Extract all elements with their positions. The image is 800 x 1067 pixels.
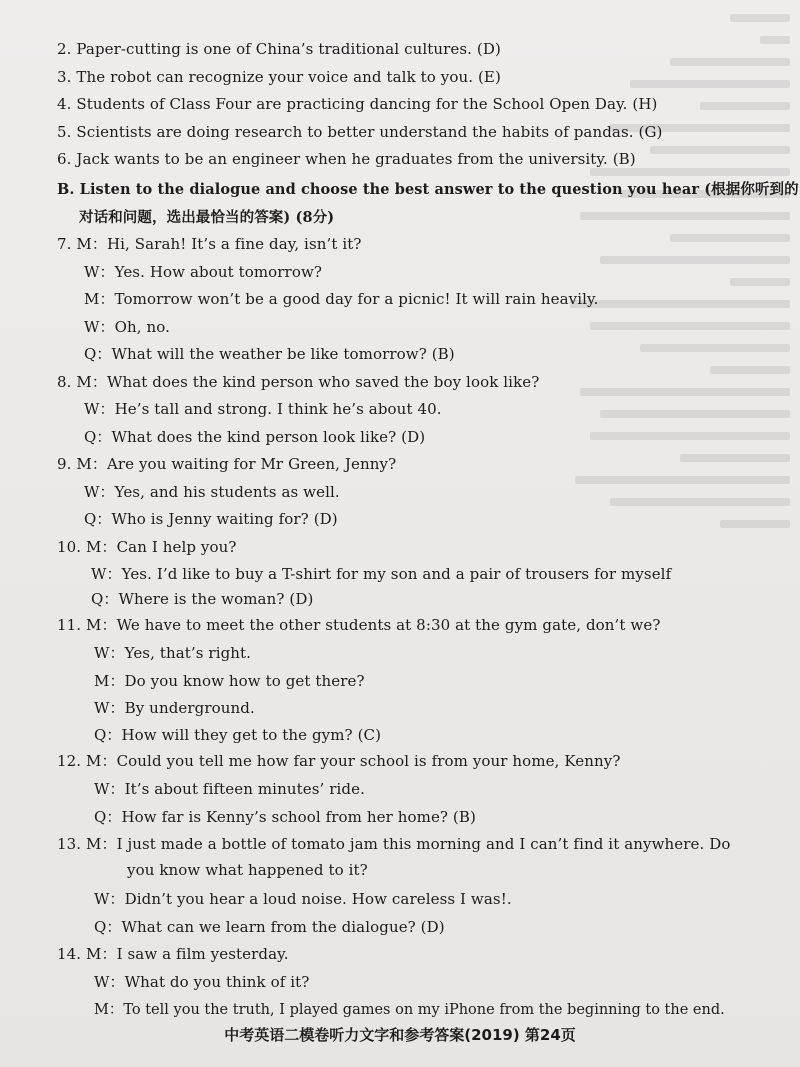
- dialogue-10-q: Q：Where is the woman? (D): [91, 590, 314, 608]
- dialogue-14-m2: M：To tell you the truth, I played games on my iPhone from the beginning to the end.: [94, 1002, 725, 1018]
- section-b-heading-cont: 对话和问题，选出最恰当的答案) (8分): [79, 209, 335, 226]
- dialogue-9-q: Q：Who is Jenny waiting for? (D): [84, 510, 338, 528]
- dialogue-13-m-cont: you know what happened to it?: [127, 861, 368, 879]
- answer-line-2: 2. Paper-cutting is one of China’s traditional cultures. (D): [57, 40, 501, 58]
- dialogue-7-m2: M：Tomorrow won’t be a good day for a picnic! It will rain heavily.: [84, 290, 599, 308]
- dialogue-8-q: Q：What does the kind person look like? (D): [84, 428, 426, 446]
- dialogue-14-w: W：What do you think of it?: [94, 973, 310, 991]
- dialogue-13-q: Q：What can we learn from the dialogue? (D): [94, 918, 445, 936]
- dialogue-14-m: 14. M：I saw a film yesterday.: [57, 945, 289, 963]
- answer-line-4: 4. Students of Class Four are practicing dancing for the School Open Day. (H): [57, 95, 658, 113]
- dialogue-8-m: 8. M：What does the kind person who saved the boy look like?: [57, 373, 540, 391]
- dialogue-11-q: Q：How will they get to the gym? (C): [94, 726, 382, 744]
- dialogue-12-m: 12. M：Could you tell me how far your school is from your home, Kenny?: [57, 752, 621, 770]
- dialogue-7-w: W：Yes. How about tomorrow?: [84, 263, 323, 281]
- answer-line-3: 3. The robot can recognize your voice and talk to you. (E): [57, 68, 501, 86]
- answer-line-6: 6. Jack wants to be an engineer when he graduates from the university. (B): [57, 150, 636, 168]
- dialogue-8-w: W：He’s tall and strong. I think he’s about 40.: [84, 400, 442, 418]
- section-b-heading: B. Listen to the dialogue and choose the best answer to the question you hear (根据你听到的: [57, 181, 799, 198]
- dialogue-11-w2: W：By underground.: [94, 699, 255, 717]
- dialogue-9-m: 9. M：Are you waiting for Mr Green, Jenny?: [57, 455, 397, 473]
- page-footer: 中考英语二模卷听力文字和参考答案(2019) 第24页: [224, 1026, 576, 1044]
- dialogue-13-w: W：Didn’t you hear a loud noise. How careless I was!.: [94, 890, 512, 908]
- dialogue-12-w: W：It’s about fifteen minutes’ ride.: [94, 780, 365, 798]
- dialogue-7-m: 7. M：Hi, Sarah! It’s a fine day, isn’t it?: [57, 235, 362, 253]
- dialogue-7-w2: W：Oh, no.: [84, 318, 171, 336]
- dialogue-10-m: 10. M：Can I help you?: [57, 538, 237, 556]
- dialogue-7-q: Q：What will the weather be like tomorrow? (B): [84, 345, 455, 363]
- dialogue-11-m: 11. M：We have to meet the other students at 8:30 at the gym gate, don’t we?: [57, 616, 661, 634]
- dialogue-13-m: 13. M：I just made a bottle of tomato jam this morning and I can’t find it anywhere. Do: [57, 835, 731, 853]
- dialogue-9-w: W：Yes, and his students as well.: [84, 483, 340, 501]
- dialogue-10-w: W：Yes. I’d like to buy a T-shirt for my son and a pair of trousers for myself: [91, 565, 672, 583]
- answer-line-5: 5. Scientists are doing research to better understand the habits of pandas. (G): [57, 123, 663, 141]
- dialogue-12-q: Q：How far is Kenny’s school from her home? (B): [94, 808, 476, 826]
- dialogue-11-m2: M：Do you know how to get there?: [94, 672, 365, 690]
- dialogue-11-w: W：Yes, that’s right.: [94, 644, 252, 662]
